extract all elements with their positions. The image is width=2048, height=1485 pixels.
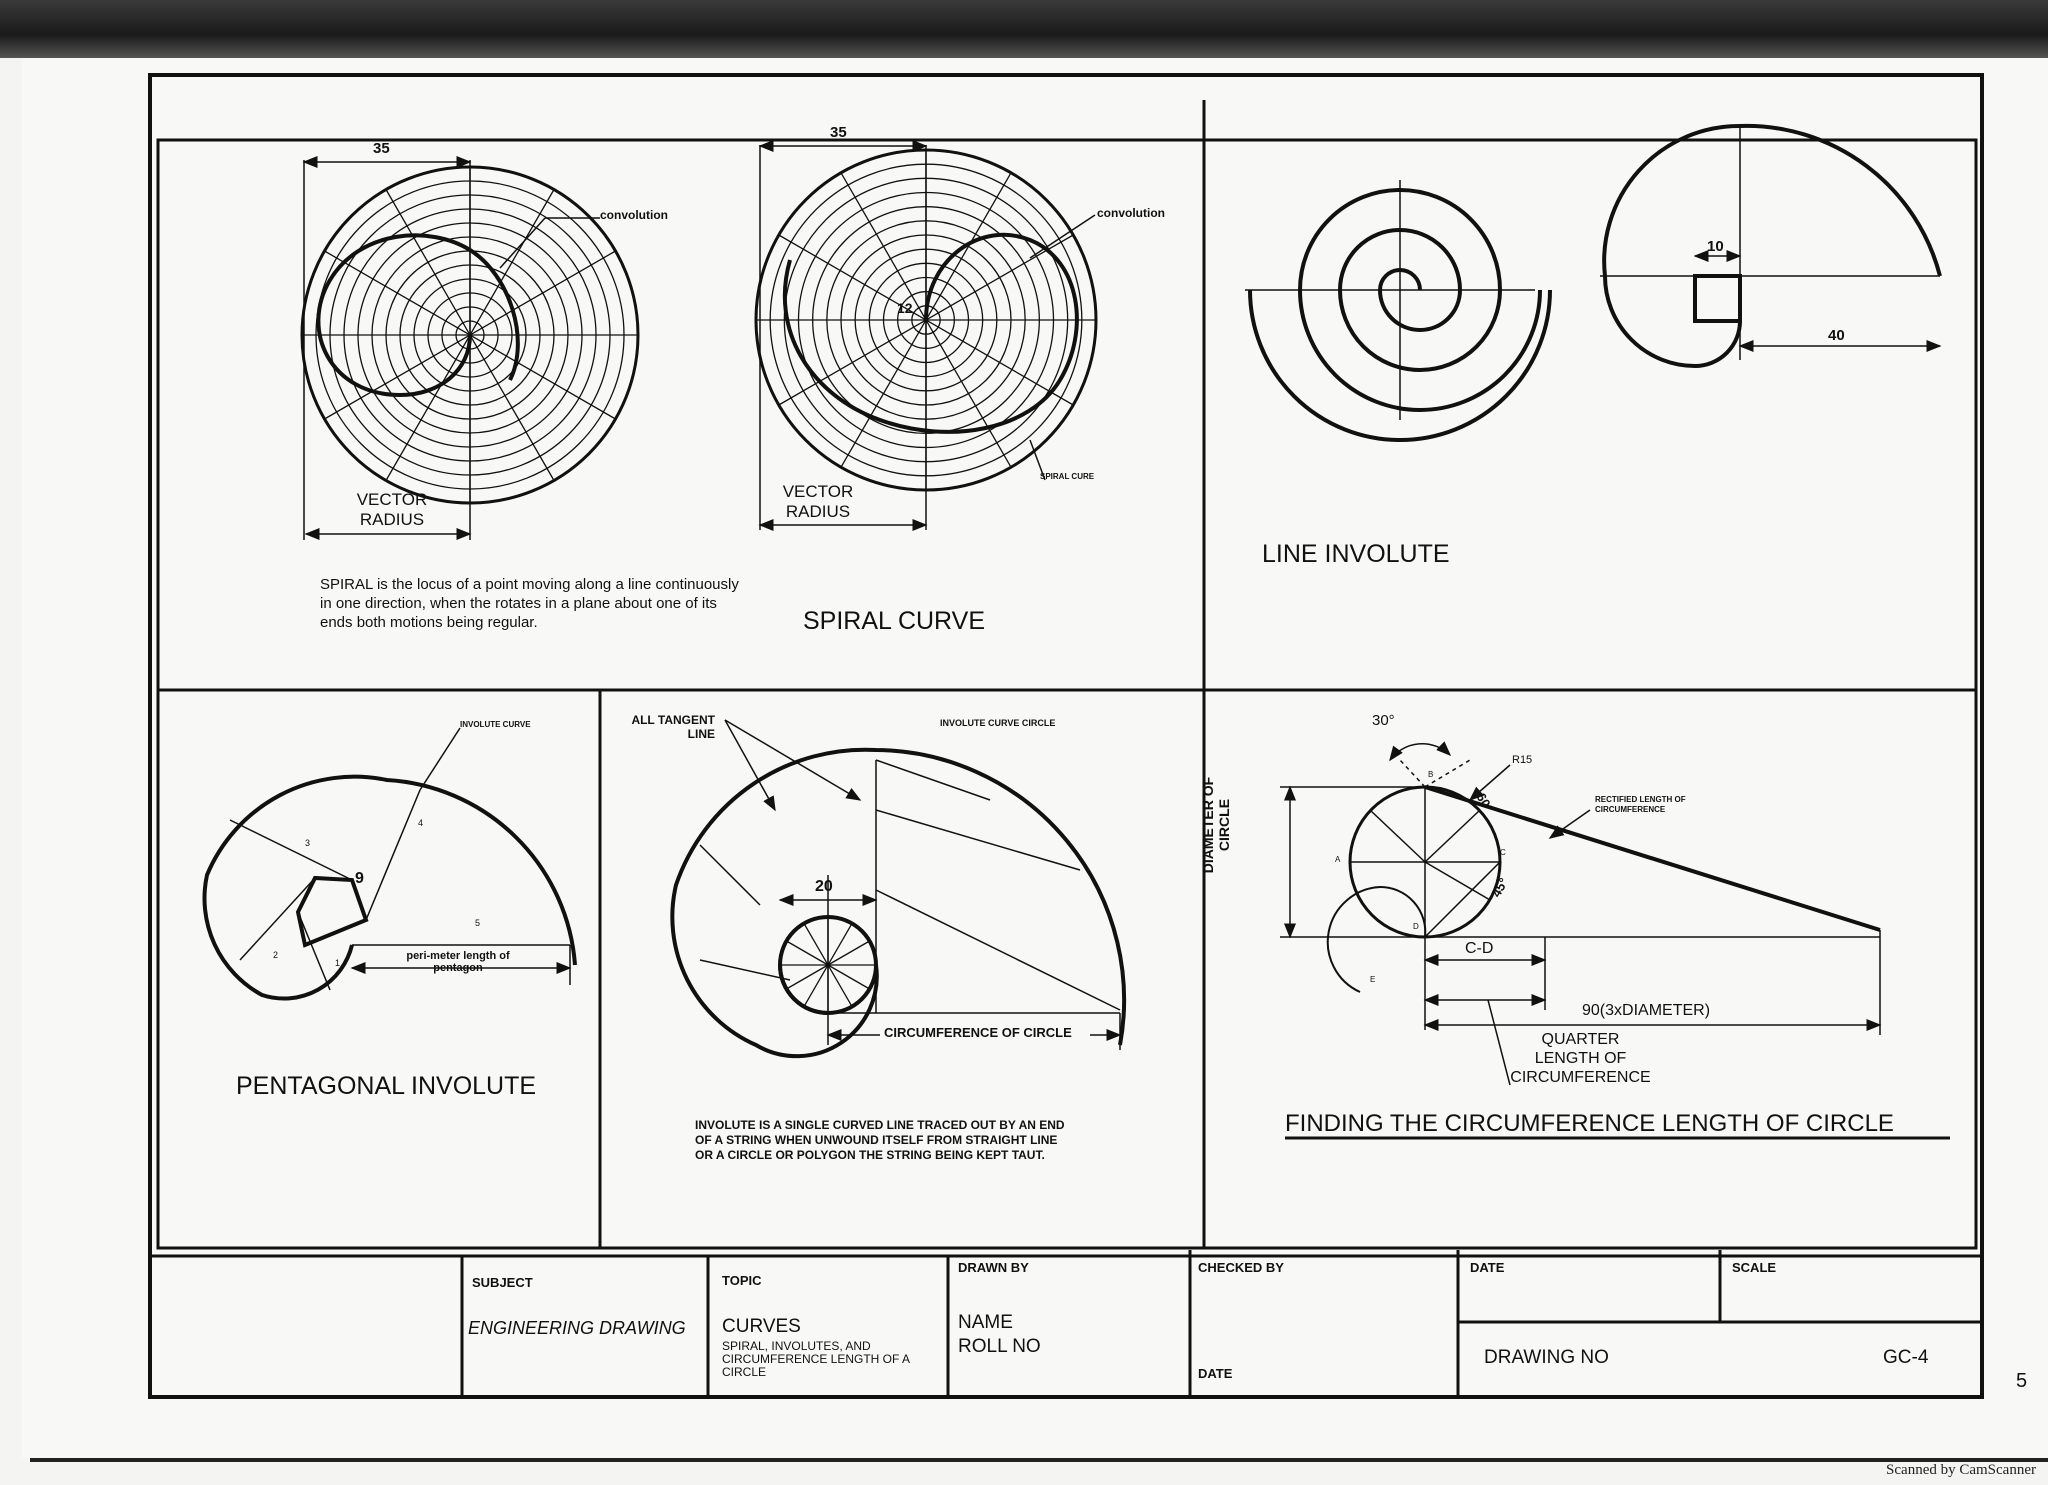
topic-subtitle: SPIRAL, INVOLUTES, AND CIRCUMFERENCE LENGTH OF A CIRCLE <box>722 1339 910 1379</box>
checked-by-heading: CHECKED BY <box>1198 1260 1284 1275</box>
checked-date-heading: DATE <box>1198 1366 1233 1381</box>
point-b: B <box>1428 770 1434 779</box>
subject-value: ENGINEERING DRAWING <box>468 1318 686 1338</box>
rectified-length-label: RECTIFIED LENGTH OF CIRCUMFERENCE <box>1595 795 1686 814</box>
spiral-curve-title: SPIRAL CURVE <box>803 607 986 635</box>
scanner-stamp: Scanned by CamScanner <box>1886 1462 2036 1478</box>
drawing-no-heading: DRAWING NO <box>1484 1347 1609 1368</box>
topic-value: CURVES <box>722 1316 801 1337</box>
spiral-diagram-left <box>302 160 638 540</box>
drawn-by-heading: DRAWN BY <box>958 1260 1029 1275</box>
pent-n9: 9 <box>355 870 364 887</box>
pent-n2: 2 <box>273 950 279 960</box>
circle-involute-diagram <box>672 720 1124 1056</box>
angle-30: 30° <box>1372 712 1395 729</box>
perimeter-label: peri-meter length of pentagon <box>406 950 510 974</box>
line-involute-title: LINE INVOLUTE <box>1262 540 1450 568</box>
spiral-mark-12: 12 <box>897 300 913 316</box>
drawing-no-value: GC-4 <box>1883 1347 1929 1368</box>
page-number: 5 <box>2016 1370 2028 1392</box>
angle-60: 60° <box>1473 790 1497 815</box>
line-involute-diagram <box>1245 125 1940 440</box>
point-c: C <box>1500 848 1506 857</box>
convolution-label-left: convolution <box>600 208 668 222</box>
point-a: A <box>1335 855 1341 864</box>
scale-heading: SCALE <box>1732 1260 1777 1275</box>
vector-radius-label-right: VECTOR RADIUS <box>782 482 854 521</box>
name-field: NAME <box>958 1312 1013 1333</box>
dim-20: 20 <box>815 878 833 895</box>
involute-curve-circle-label: INVOLUTE CURVE CIRCLE <box>940 718 1056 728</box>
ninety-label: 90(3xDIAMETER) <box>1582 1002 1711 1019</box>
pent-n5: 5 <box>475 918 481 928</box>
angle-45: 45° <box>1488 875 1512 900</box>
title-block <box>150 1250 1982 1397</box>
dim-35-left: 35 <box>373 140 390 157</box>
dim-10: 10 <box>1707 238 1724 255</box>
pentagonal-involute-title: PENTAGONAL INVOLUTE <box>236 1072 537 1100</box>
involute-definition: INVOLUTE IS A SINGLE CURVED LINE TRACED OUT BY AN END OF A STRING WHEN UNWOUND ITSELF FROM STRAIGHT LINE OR A CIRCLE OR POLYGON THE STRING BEING KEPT TAUT. <box>695 1118 1065 1162</box>
pent-n3: 3 <box>305 838 311 848</box>
vector-radius-label-left: VECTOR RADIUS <box>356 490 428 529</box>
dim-35-right: 35 <box>830 124 847 141</box>
pent-n1: 1 <box>335 958 341 968</box>
point-e: E <box>1370 975 1376 984</box>
circumference-title: FINDING THE CIRCUMFERENCE LENGTH OF CIRCLE <box>1285 1110 1894 1137</box>
dim-40: 40 <box>1828 327 1845 344</box>
date-heading: DATE <box>1470 1260 1505 1275</box>
spiral-cure-label: SPIRAL CURE <box>1040 472 1095 481</box>
circumference-of-circle-label: CIRCUMFERENCE OF CIRCLE <box>884 1025 1072 1040</box>
spiral-definition: SPIRAL is the locus of a point moving along a line continuously in one direction, when the rotates in a plane about one of its ends both motions being regular. <box>320 576 739 631</box>
quarter-length-label: QUARTER LENGTH OF CIRCUMFERENCE <box>1510 1031 1651 1086</box>
roll-no-field: ROLL NO <box>958 1336 1041 1357</box>
pentagonal-involute-diagram <box>204 728 575 999</box>
diameter-of-circle-label: DIAMETER OF CIRCLE <box>1200 776 1232 874</box>
r15-label: R15 <box>1512 754 1533 766</box>
pent-n4: 4 <box>418 818 424 828</box>
all-tangent-line-label: ALL TANGENT LINE <box>631 713 715 741</box>
point-d: D <box>1413 922 1419 931</box>
topic-heading: TOPIC <box>722 1273 762 1288</box>
c-d-label: C-D <box>1465 940 1494 957</box>
convolution-label-right: convolution <box>1097 206 1165 220</box>
subject-heading: SUBJECT <box>472 1275 533 1290</box>
involute-curve-label: INVOLUTE CURVE <box>460 720 531 729</box>
